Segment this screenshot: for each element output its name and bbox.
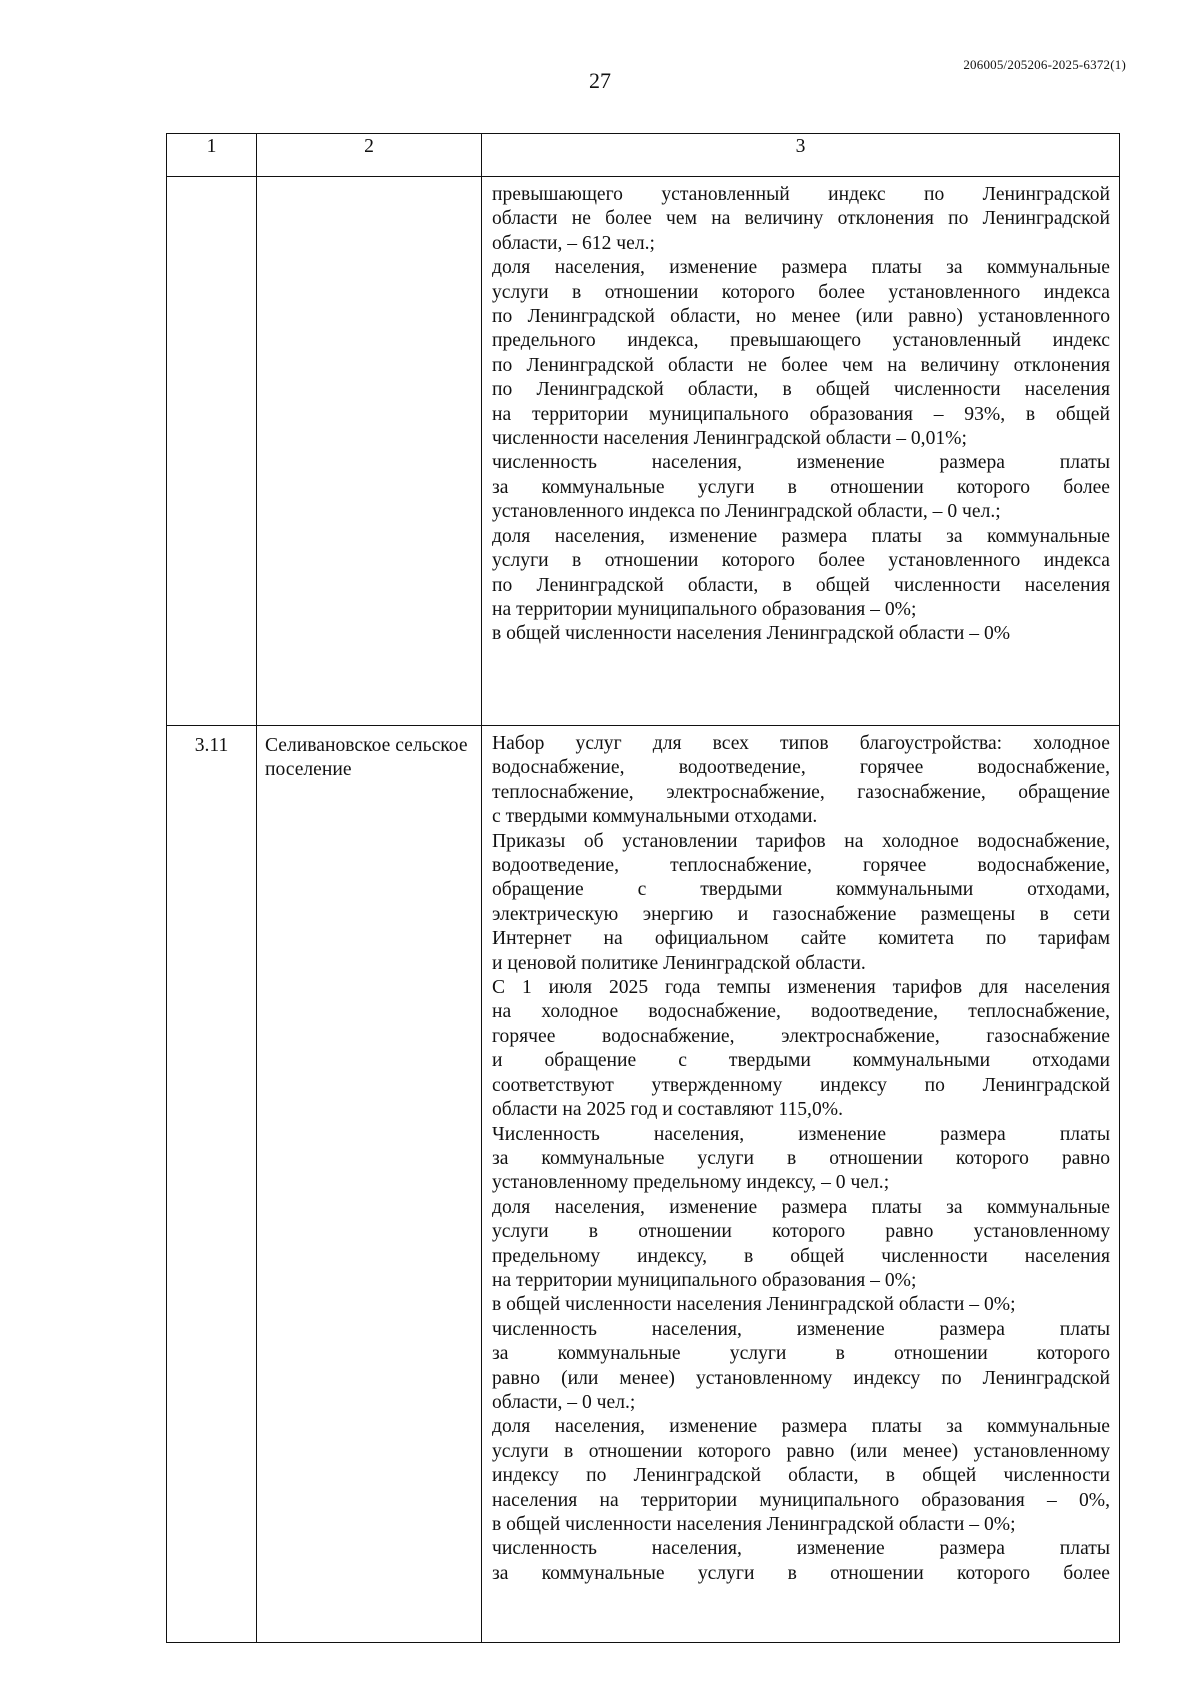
row-description xyxy=(482,177,1120,726)
text-line: на территории муниципального образования – 0%; xyxy=(492,598,917,620)
text-line: доля населения, изменение размера платы за коммунальные xyxy=(492,1196,1110,1218)
text-line: услуги в отношении которого равно (или менее) установленному xyxy=(492,1440,1110,1462)
municipality-name: Селивановское сельское поселение xyxy=(257,726,482,1643)
text-line: и обращение с твердыми коммунальными отходами xyxy=(492,1050,1110,1072)
text-line: Численность населения, изменение размера платы xyxy=(492,1123,1110,1145)
text-line: услуги в отношении которого равно установленному xyxy=(492,1221,1110,1243)
text-line: численность населения, изменение размера платы xyxy=(492,1318,1110,1340)
text-line: Набор услуг для всех типов благоустройства: холодное xyxy=(492,733,1110,754)
text-line: обращение с твердыми коммунальными отходами, xyxy=(492,879,1110,901)
text-line: населения на территории муниципального образования – 0%, xyxy=(492,1489,1110,1511)
text-line: теплоснабжение, электроснабжение, газоснабжение, обращение xyxy=(492,781,1110,803)
page-number: 27 xyxy=(589,68,611,93)
text-line: в общей численности населения Ленинградской области – 0%; xyxy=(492,1294,1016,1316)
text-line: в общей численности населения Ленинградской области – 0%; xyxy=(492,1514,1016,1535)
text-line: за коммунальные услуги в отношении которого более xyxy=(492,1562,1110,1584)
row-description xyxy=(482,726,1120,1643)
text-line: Приказы об установлении тарифов на холодное водоснабжение, xyxy=(492,830,1110,852)
text-line: по Ленинградской области, в общей численности населения xyxy=(492,379,1110,401)
text-line: по Ленинградской области, но менее (или равно) установленного xyxy=(492,306,1110,328)
text-line: на холодное водоснабжение, водоотведение, теплоснабжение, xyxy=(492,1001,1110,1023)
text-line: С 1 июля 2025 года темпы изменения тарифов для населения xyxy=(492,977,1110,999)
text-line: за коммунальные услуги в отношении которого xyxy=(492,1343,1110,1365)
column-header-2: 2 xyxy=(257,134,482,177)
text-line: водоотведение, теплоснабжение, горячее водоснабжение, xyxy=(492,855,1110,877)
text-line: предельному индексу, в общей численности населения xyxy=(492,1245,1110,1267)
document-id: 206005/205206-2025-6372(1) xyxy=(963,57,1126,72)
text-line: индексу по Ленинградской области, в общей численности xyxy=(492,1465,1110,1487)
text-line: области не более чем на величину отклонения по Ленинградской xyxy=(492,208,1110,230)
text-line: услуги в отношении которого более установленного индекса xyxy=(492,550,1110,572)
text-line: доля населения, изменение размера платы за коммунальные xyxy=(492,257,1110,279)
text-line: за коммунальные услуги в отношении которого более xyxy=(492,476,1110,498)
column-header-3: 3 xyxy=(482,134,1120,177)
text-line: и ценовой политике Ленинградской области. xyxy=(492,952,866,974)
text-line: горячее водоснабжение, электроснабжение, газоснабжение xyxy=(492,1025,1110,1047)
text-line: соответствуют утвержденному индексу по Ленинградской xyxy=(492,1074,1110,1096)
text-line: области, – 0 чел.; xyxy=(492,1391,636,1413)
text-line: установленного индекса по Ленинградской области, – 0 чел.; xyxy=(492,501,1001,523)
text-line: за коммунальные услуги в отношении которого равно xyxy=(492,1147,1110,1169)
text-line: электрическую энергию и газоснабжение размещены в сети xyxy=(492,903,1110,925)
text-line: в общей численности населения Ленинградской области – 0% xyxy=(492,623,1011,645)
text-line: водоснабжение, водоотведение, горячее водоснабжение, xyxy=(492,757,1110,779)
row-number: 3.11 xyxy=(167,726,257,1643)
tariff-table xyxy=(166,133,1120,1643)
text-line: равно (или менее) установленному индексу по Ленинградской xyxy=(492,1367,1110,1389)
column-header-1: 1 xyxy=(167,134,257,177)
text-line: установленному предельному индексу, – 0 чел.; xyxy=(492,1172,890,1194)
text-line: доля населения, изменение размера платы за коммунальные xyxy=(492,525,1110,547)
text-line: по Ленинградской области не более чем на величину отклонения xyxy=(492,354,1110,376)
text-line: по Ленинградской области, в общей численности населения xyxy=(492,574,1110,596)
text-line: на территории муниципального образования – 0%; xyxy=(492,1269,917,1291)
text-line: услуги в отношении которого более установленного индекса xyxy=(492,281,1110,303)
text-line: Интернет на официальном сайте комитета по тарифам xyxy=(492,928,1110,950)
text-line: доля населения, изменение размера платы за коммунальные xyxy=(492,1416,1110,1438)
text-line: численность населения, изменение размера платы xyxy=(492,1538,1110,1560)
table-row xyxy=(167,726,1120,1643)
text-line: с твердыми коммунальными отходами. xyxy=(492,806,818,828)
text-line: численности населения Ленинградской области – 0,01%; xyxy=(492,428,967,450)
text-line: области, – 612 чел.; xyxy=(492,232,655,254)
row-number xyxy=(167,177,257,726)
table-header-row xyxy=(167,134,1120,177)
text-line: области на 2025 год и составляют 115,0%. xyxy=(492,1099,843,1121)
text-line: предельного индекса, превышающего установленный индекс xyxy=(492,330,1110,352)
text-line: численность населения, изменение размера платы xyxy=(492,452,1110,474)
text-line: превышающего установленный индекс по Ленинградской xyxy=(492,184,1110,205)
table-row xyxy=(167,177,1120,726)
municipality-name xyxy=(257,177,482,726)
text-line: на территории муниципального образования – 93%, в общей xyxy=(492,403,1110,425)
